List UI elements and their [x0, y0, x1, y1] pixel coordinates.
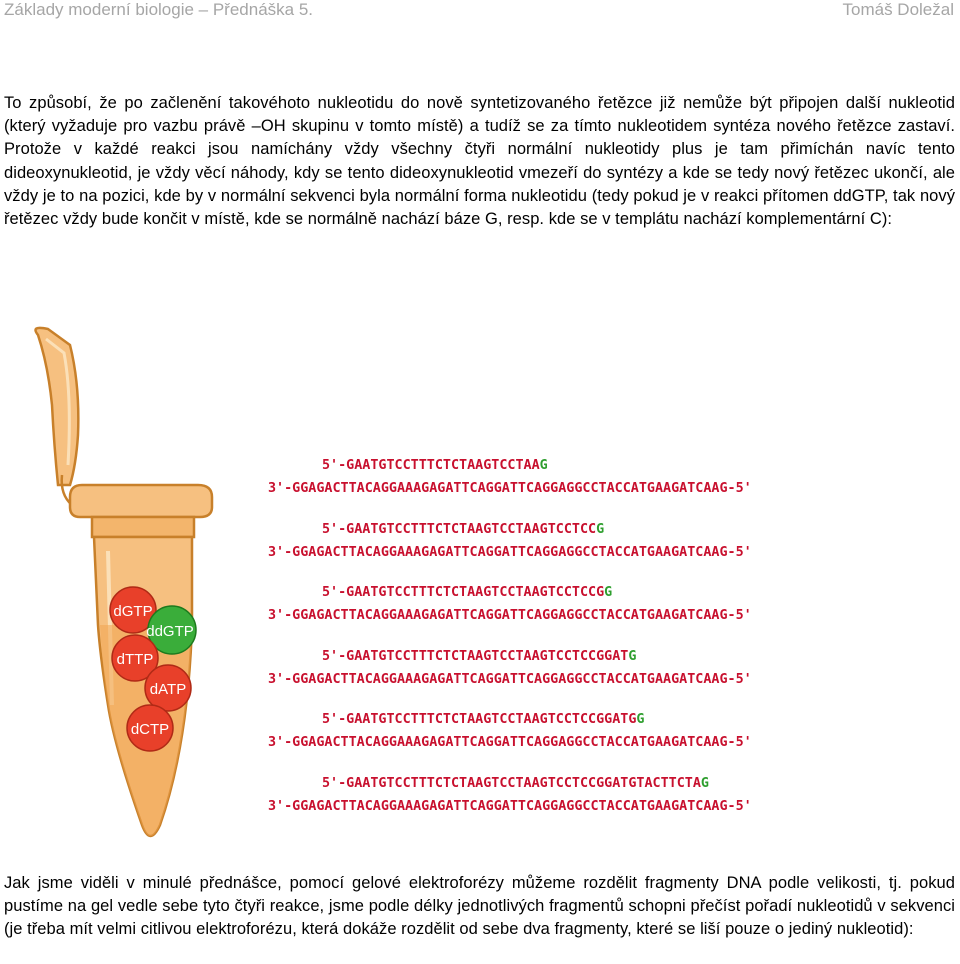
template-strand: 3'-GGAGACTTACAGGAAAGAGATTCAGGATTCAGGAGGCCTACCATGAAGATCAAG-5' [268, 545, 752, 560]
fragment-pair-5 [268, 712, 752, 750]
tube-rim [70, 485, 212, 537]
fragment-pair-3 [268, 585, 752, 623]
ddg-terminator: G [636, 712, 645, 727]
nucleotide-datp [145, 665, 191, 711]
paragraph-dideoxy-termination: To způsobí, že po začlenění takovéhoto nukleotidu do nově syntetizovaného řetězce již nemůže být připojen další nukleotid (který vyžaduje pro vazbu právě –OH skupinu v tomto místě) a tudíž se za tímto nukleotidem syntéza nového řetězce zastaví. Protože v každé reakci jsou namíchány vždy všechny čtyři normální nukleotidy plus je tam přimíchán navíc tento dideoxynukleotid, je vždy věcí náhody, kdy se tento dideoxynukleotid vmezeří do syntézy a kde se tedy nový řetězec ukončí, ale vždy je to na pozici, kde by v normální sekvenci byla normální forma nukleotidu (tedy pokud je v reakci přítomen ddGTP, tak nový řetězec vždy bude končit v místě, kde se normálně nachází báze G, resp. kde se v templátu nachází komplementární C): [4, 94, 955, 229]
fragment-strand: 5'-GAATGTCCTTTCTCTAAGTCCTAAGTCCTCCGGATGTACTTCTAG [322, 776, 709, 791]
ddg-terminator: G [604, 585, 613, 600]
label-dctp: dCTP [130, 721, 170, 738]
fragment-pair-1 [268, 458, 752, 496]
paragraph-gel-electrophoresis: Jak jsme viděli v minulé přednášce, pomocí gelové elektroforézy můžeme rozdělit fragmenty DNA podle velikosti, tj. pokud pustíme na gel vedle sebe tyto čtyři reakce, jsme podle délky jednotlivých fragmentů schopni přečíst pořadí nukleotidů v sekvenci (je třeba mít velmi citlivou elektroforézu, která dokáže rozdělit od sebe dva fragmenty, které se liší pouze o jediný nukleotid): [4, 874, 955, 939]
tube-lid [36, 328, 79, 505]
ddg-terminator: G [539, 458, 548, 473]
ddg-terminator: G [700, 776, 709, 791]
fragment-strand: 5'-GAATGTCCTTTCTCTAAGTCCTAAGTCCTCCGG [322, 585, 613, 600]
template-strand: 3'-GGAGACTTACAGGAAAGAGATTCAGGATTCAGGAGGCCTACCATGAAGATCAAG-5' [268, 672, 752, 687]
sequencing-fragments-figure [262, 450, 922, 820]
fragment-pair-4 [268, 649, 752, 687]
label-dttp: dTTP [116, 651, 154, 668]
nucleotide-dctp [127, 705, 173, 751]
fragment-strand: 5'-GAATGTCCTTTCTCTAAGTCCTAAGTCCTCCGGATGG [322, 712, 645, 727]
template-strand: 3'-GGAGACTTACAGGAAAGAGATTCAGGATTCAGGAGGCCTACCATGAAGATCAAG-5' [268, 481, 752, 496]
fragment-strand: 5'-GAATGTCCTTTCTCTAAGTCCTAAGTCCTCCG [322, 522, 605, 537]
template-strand: 3'-GGAGACTTACAGGAAAGAGATTCAGGATTCAGGAGGCCTACCATGAAGATCAAG-5' [268, 799, 752, 814]
page-header [4, 0, 954, 24]
template-strand: 3'-GGAGACTTACAGGAAAGAGATTCAGGATTCAGGAGGCCTACCATGAAGATCAAG-5' [268, 735, 752, 750]
ddg-terminator: G [628, 649, 637, 664]
header-author: Tomáš Doležal [842, 0, 954, 19]
fragment-strand: 5'-GAATGTCCTTTCTCTAAGTCCTAAGTCCTCCGGATG [322, 649, 637, 664]
label-datp: dATP [149, 681, 187, 698]
fragment-pair-6 [268, 776, 752, 814]
ddg-terminator: G [596, 522, 605, 537]
header-course-title: Základy moderní biologie – Přednáška 5. [4, 0, 314, 19]
fragment-pair-2 [268, 522, 752, 560]
template-strand: 3'-GGAGACTTACAGGAAAGAGATTCAGGATTCAGGAGGCCTACCATGAAGATCAAG-5' [268, 608, 752, 623]
reaction-tube-illustration [0, 325, 220, 855]
fragment-strand: 5'-GAATGTCCTTTCTCTAAGTCCTAAG [322, 458, 548, 473]
label-dgtp: dGTP [113, 603, 153, 620]
label-ddgtp: ddGTP [146, 623, 194, 640]
